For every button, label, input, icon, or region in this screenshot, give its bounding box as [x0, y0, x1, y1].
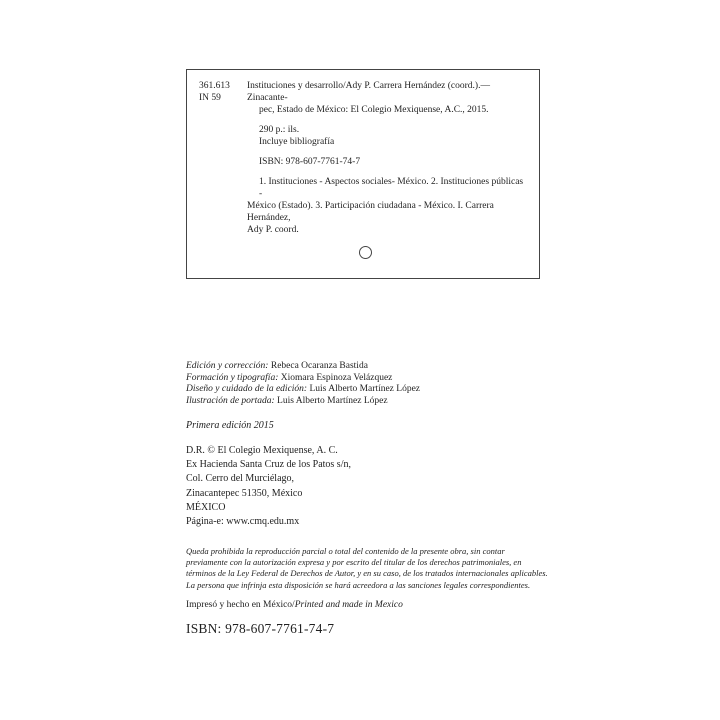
address-line: Col. Cerro del Murciélago,	[186, 473, 295, 485]
card-isbn: ISBN: 978-607-7761-74-7	[259, 157, 361, 167]
call-number: 361.613 IN 59	[199, 81, 230, 103]
card-pages: 290 p.: ils.	[259, 125, 300, 135]
card-bibliography: Incluye bibliografía	[259, 137, 335, 147]
address-line: Ex Hacienda Santa Cruz de los Patos s/n,	[186, 459, 351, 471]
card-subjects-line: México (Estado). 3. Participación ciudadana - México. I. Carrera Hernández,	[247, 201, 494, 223]
publisher-info	[186, 444, 351, 529]
card-title-line: pec, Estado de México: El Colegio Mexiquense, A.C., 2015.	[259, 105, 489, 115]
credit-row: Formación y tipografía: Xiomara Espinoza Velázquez	[186, 372, 393, 383]
edition: Primera edición 2015	[186, 420, 274, 431]
address-line: Zinacantepec 51350, México	[186, 487, 303, 499]
card-title-line: Instituciones y desarrollo/Ady P. Carrera Hernández (coord.).— Zinacante-	[247, 81, 490, 103]
country-line: MÉXICO	[186, 501, 226, 513]
credit-row: Edición y corrección: Rebeca Ocaranza Bastida	[186, 361, 368, 371]
printed-in: Impresó y hecho en México/Printed and made in Mexico	[186, 600, 403, 610]
credits	[186, 361, 420, 408]
rights-line: D.R. © El Colegio Mexiquense, A. C.	[186, 445, 338, 456]
catalog-card	[186, 69, 540, 279]
isbn-footer: ISBN: 978-607-7761-74-7	[186, 621, 335, 636]
web-line: Página-e: www.cmq.edu.mx	[186, 516, 300, 528]
card-subjects-line: Ady P. coord.	[247, 225, 299, 235]
card-entry	[247, 80, 527, 236]
credit-row: Ilustración de portada: Luis Alberto Martínez López	[186, 396, 388, 407]
credit-row: Diseño y cuidado de la edición: Luis Alberto Martínez López	[186, 384, 421, 395]
legal-notice: Queda prohibida la reproducción parcial o total del contenido de la presente obra, sin contar previamente con la autorización expresa y por escrito del titular de los derechos patrimoniales, en términos de la Ley Federal de Derechos de Autor, y en su caso, de los tratados internacionales aplicables. La persona que infrinja esta disposición se hará acreedora a las sanciones legales correspondientes.	[186, 546, 548, 590]
card-punch-hole	[359, 246, 372, 259]
card-subjects-line: 1. Instituciones - Aspectos sociales- México. 2. Instituciones públicas -	[259, 177, 524, 199]
